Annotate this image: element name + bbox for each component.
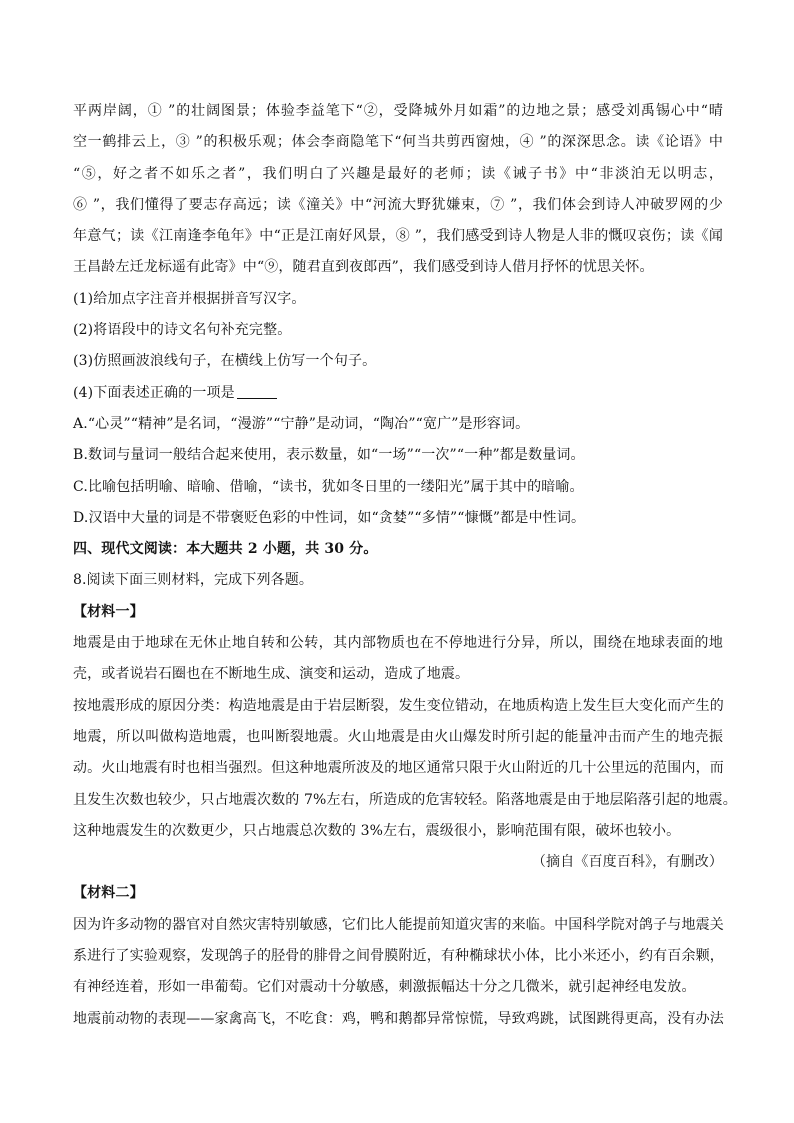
text-line: 年意气；读《江南逢李龟年》中“正是江南好风景，⑧ ”，我们感受到诗人物是人非的慨叹哀伤；读《闻 [73,228,723,245]
question-4 [73,378,723,409]
text-line: 有神经连着，形如一串葡萄。它们对震动十分敏感，刺激振幅达十分之几微米，就引起神经电发放。 [73,979,696,996]
text-line: 平两岸阔，① ”的壮阔图景；体验李益笔下“②，受降城外月如霜”的边地之景；感受刘禹锡心中“晴 [73,103,723,119]
material-1 [73,597,737,879]
text-line: 空一鹤排云上，③ ”的积极乐观；体会李商隐笔下“何当共剪西窗烛，④ ”的深深思念。读《论语》中 [73,134,723,151]
text-line: ⑥ ”，我们懂得了要志存高远；读《潼关》中“河流大野犹嫌束，⑦ ”，我们体会到诗人冲破罗网的少 [73,196,723,213]
option-c: C.比喻包括明喻、暗喻、借喻，“读书，犹如冬日里的一缕阳光”属于其中的暗喻。 [73,478,584,495]
text-line: 且发生次数也较少，只占地震次数的 7%左右，所造成的危害较轻。陷落地震是由于地层陷落引起的地震。 [73,791,737,808]
text-line: 地震是由于地球在无休止地自转和公转，其内部物质也在不停地进行分异，所以，围绕在地球表面的地 [73,635,723,652]
text-line: 因为许多动物的器官对自然灾害特别敏感，它们比人能提前知道灾害的来临。中国科学院对鸽子与地震关 [73,916,724,933]
text-line: 动。火山地震有时也相当强烈。但这种地震所波及的地区通常只限于火山附近的几十公里远的范围内，而 [73,760,724,777]
answer-options [73,409,723,534]
text-line: 按地震形成的原因分类：构造地震是由于岩层断裂，发生变位错动，在地质构造上发生巨大变化而产生的 [73,697,724,714]
poem-paragraph [73,96,723,284]
question-3: (3)仿照画波浪线句子，在横线上仿写一个句子。 [73,353,377,370]
page-content [73,96,737,1035]
option-b: B.数词与量词一般结合起来使用，表示数量，如“一场”“一次”“一种”都是数量词。 [73,447,585,464]
material-2 [73,878,723,1034]
option-a: A.“心灵”“精神”是名词，“漫游”“宁静”是动词，“陶冶”“宽广”是形容词。 [73,415,530,432]
text-line: 地震前动物的表现——家禽高飞，不吃食：鸡，鸭和鹅都异常惊慌，导致鸡跳，试图跳得更高，没有办法 [73,1010,724,1027]
text-line: 王昌龄左迁龙标遥有此寄》中“⑨，随君直到夜郎西”，我们感受到诗人借月抒怀的忧思关怀。 [73,259,654,276]
question-8-intro: 8.阅读下面三则材料，完成下列各题。 [73,572,314,589]
text-line: 壳，或者说岩石圈也在不断地生成、演变和运动，造成了地震。 [73,666,470,683]
text-line: 这种地震发生的次数更少，只占地震总次数的 3%左右，震级很小，影响范围有限，破坏也较小。 [73,822,681,839]
answer-blank [237,398,277,399]
question-1: (1)给加点字注音并根据拼音写汉字。 [73,290,306,307]
section-heading: 四、现代文阅读：本大题共 2 小题，共 30 分。 [73,541,378,558]
text-line: 地震，所以叫做构造地震，也叫断裂地震。火山地震是由火山爆发时所引起的能量冲击而产生的地壳振 [73,728,723,745]
question-2: (2)将语段中的诗文名句补充完整。 [73,322,292,339]
text-line: 系进行了实验观察，发现鸽子的胫骨的腓骨之间骨膜附近，有种椭球状小体，比小米还小，约有百余颗， [73,948,724,965]
question-4-text: (4)下面表述正确的一项是 [73,384,235,401]
material-2-title: 【材料二】 [73,885,144,902]
material-1-title: 【材料一】 [73,603,144,620]
sub-questions [73,284,723,409]
source-citation: （摘自《百度百科》，有删改） [531,854,723,871]
text-line: “⑤，好之者不如乐之者”，我们明白了兴趣是最好的老师；读《诫子书》中“非淡泊无以明志， [73,165,723,182]
option-d: D.汉语中大量的词是不带褒贬色彩的中性词，如“贪婪”“多情”“慷慨”都是中性词。 [73,509,586,526]
